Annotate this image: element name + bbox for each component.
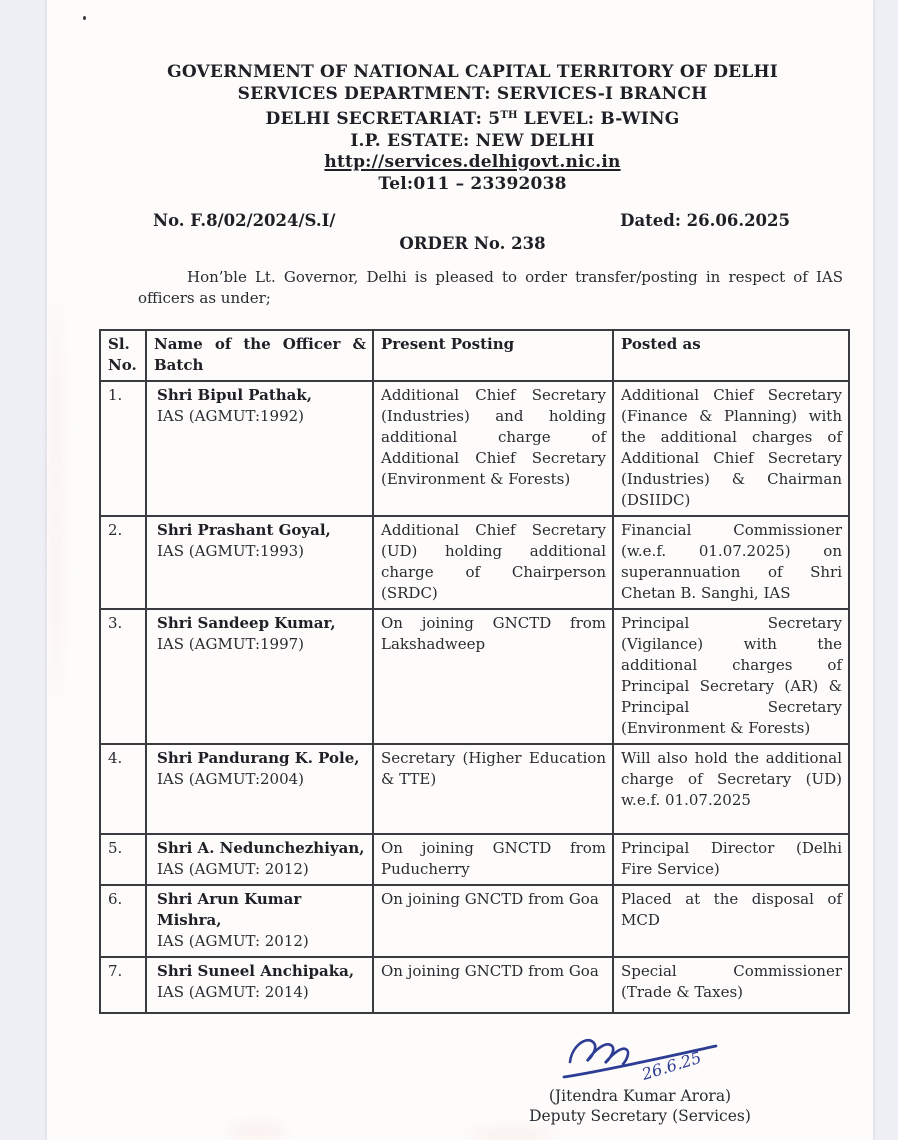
handwritten-date: 26.6.25 <box>639 1047 704 1084</box>
cell-sl-no: 6. <box>100 885 146 957</box>
cell-officer-name <box>146 744 373 834</box>
cell-present-posting: Secretary (Higher Education & TTE) <box>373 744 613 834</box>
officer-name: Shri Bipul Pathak, <box>157 386 313 404</box>
dated-label: Dated: 26.06.2025 <box>620 211 790 230</box>
cell-officer-name <box>146 957 373 1013</box>
cell-officer-name <box>146 834 373 885</box>
cell-present-posting: Additional Chief Secretary (UD) holding additional charge of Chairperson (SRDC) <box>373 516 613 609</box>
scan-smudge <box>49 300 63 700</box>
cell-present-posting: On joining GNCTD from Goa <box>373 957 613 1013</box>
letterhead-line-government: GOVERNMENT OF NATIONAL CAPITAL TERRITORY OF DELHI <box>167 62 778 82</box>
order-title: ORDER No. 238 <box>399 234 546 253</box>
scan-smudge <box>467 1128 557 1140</box>
cell-posted-as: Additional Chief Secretary (Finance & Planning) with the additional charges of Additional Chief Secretary (Industries) & Chairman (DSIIDC) <box>613 381 849 516</box>
cell-officer-name <box>146 609 373 744</box>
cell-present-posting: On joining GNCTD from Puducherry <box>373 834 613 885</box>
header-present-posting: Present Posting <box>373 330 613 381</box>
letterhead-line-estate: I.P. ESTATE: NEW DELHI <box>350 130 595 151</box>
officer-batch: IAS (AGMUT: 2014) <box>157 983 309 1001</box>
officer-name: Shri Suneel Anchipaka, <box>157 962 355 980</box>
table-row <box>100 381 849 516</box>
header-name-batch: Name of the Officer & Batch <box>146 330 373 381</box>
table-row <box>100 885 849 957</box>
reference-row <box>95 211 850 230</box>
cell-present-posting: On joining GNCTD from Goa <box>373 885 613 957</box>
file-number: No. F.8/02/2024/S.I/ <box>153 211 336 230</box>
cell-posted-as: Financial Commissioner (w.e.f. 01.07.2025) on superannuation of Shri Chetan B. Sanghi, IAS <box>613 516 849 609</box>
officer-batch: IAS (AGMUT: 2012) <box>157 860 309 878</box>
officer-batch: IAS (AGMUT: 2012) <box>157 932 309 950</box>
officer-name: Shri Sandeep Kumar, <box>157 614 336 632</box>
letterhead-line-secretariat <box>95 105 850 131</box>
cell-present-posting: On joining GNCTD from Lakshadweep <box>373 609 613 744</box>
signatory-name: (Jitendra Kumar Arora) <box>548 1087 732 1105</box>
cell-sl-no: 2. <box>100 516 146 609</box>
officer-name: Shri Pandurang K. Pole, <box>157 749 360 767</box>
officer-batch: IAS (AGMUT:2004) <box>157 770 305 788</box>
officer-name: Shri A. Nedunchezhiyan, <box>157 839 365 857</box>
letterhead-line-department: SERVICES DEPARTMENT: SERVICES-I BRANCH <box>237 83 708 104</box>
cell-posted-as: Principal Secretary (Vigilance) with the additional charges of Principal Secretary (AR) & Principal Secretary (Environment & Forests) <box>613 609 849 744</box>
header-sl-no: Sl. No. <box>100 330 146 381</box>
cell-sl-no: 1. <box>100 381 146 516</box>
officer-batch: IAS (AGMUT:1993) <box>157 542 305 560</box>
cell-posted-as: Special Commissioner (Trade & Taxes) <box>613 957 849 1013</box>
cell-present-posting: Additional Chief Secretary (Industries) and holding additional charge of Additional Chief Secretary (Environment & Forests) <box>373 381 613 516</box>
header-posted-as: Posted as <box>613 330 849 381</box>
signatory-designation: Deputy Secretary (Services) <box>529 1107 751 1125</box>
letterhead <box>95 62 850 195</box>
cell-officer-name <box>146 381 373 516</box>
transfer-posting-table <box>99 329 850 1014</box>
document-content <box>95 62 850 1126</box>
cell-sl-no: 5. <box>100 834 146 885</box>
intro-paragraph: Hon’ble Lt. Governor, Delhi is pleased to order transfer/posting in respect of IAS officers as under; <box>138 268 843 307</box>
letterhead-telephone: Tel:011 – 23392038 <box>378 173 567 194</box>
officer-batch: IAS (AGMUT:1997) <box>157 635 305 653</box>
cell-officer-name <box>146 885 373 957</box>
table-row <box>100 957 849 1013</box>
cell-sl-no: 7. <box>100 957 146 1013</box>
table-row <box>100 744 849 834</box>
table-row <box>100 834 849 885</box>
scan-artifact-dot <box>83 16 86 20</box>
letterhead-website: http://services.delhigovt.nic.in <box>324 152 621 172</box>
cell-officer-name <box>146 516 373 609</box>
table-row <box>100 609 849 744</box>
table-header-row <box>100 330 849 381</box>
document-page <box>47 0 873 1140</box>
cell-posted-as: Principal Director (Delhi Fire Service) <box>613 834 849 885</box>
signature-block <box>500 1030 780 1126</box>
letterhead-ordinal-superscript: TH <box>500 110 518 121</box>
cell-posted-as: Placed at the disposal of MCD <box>613 885 849 957</box>
letterhead-secretariat-text-cont: LEVEL: B-WING <box>517 109 680 129</box>
cell-posted-as: Will also hold the additional charge of Secretary (UD) w.e.f. 01.07.2025 <box>613 744 849 834</box>
officer-batch: IAS (AGMUT:1992) <box>157 407 305 425</box>
officer-name: Shri Prashant Goyal, <box>157 521 331 539</box>
scan-smudge <box>227 1124 287 1138</box>
letterhead-secretariat-text: DELHI SECRETARIAT: 5 <box>265 109 501 129</box>
table-row <box>100 516 849 609</box>
cell-sl-no: 4. <box>100 744 146 834</box>
handwritten-signature-icon <box>560 1030 750 1086</box>
officer-name: Shri Arun Kumar Mishra, <box>157 890 302 929</box>
cell-sl-no: 3. <box>100 609 146 744</box>
